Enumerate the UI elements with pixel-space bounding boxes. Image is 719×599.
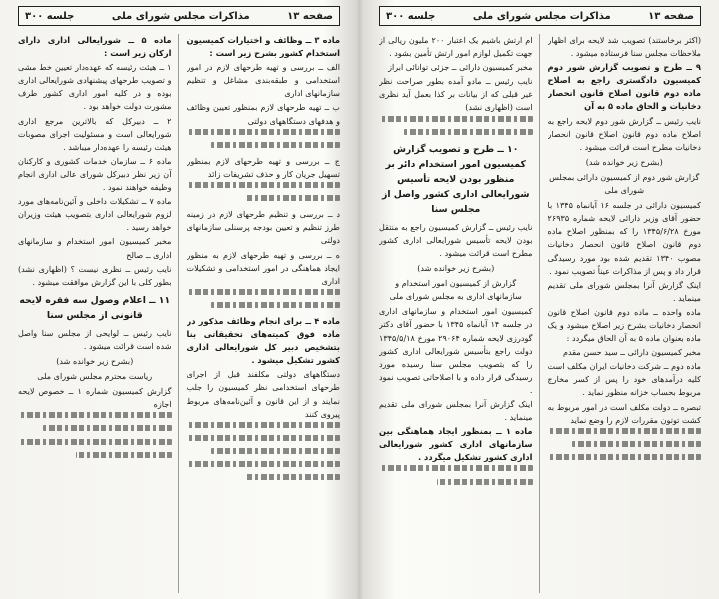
section-heading: ۱۱ ــ اعلام وصول سه فقره لایحه قانونی از مجلس سنا	[19, 294, 171, 321]
paragraph: ۲ ــ دبیرکل که بالاترین مرجع اداری شورایعالی است و مسئولیت اجرای مصوبات هیئت رئیسه را عهده‌دار میباشد .	[18, 115, 172, 152]
right-header-title: مذاکرات مجلس شورای ملی	[472, 10, 611, 22]
right-page-left-column	[379, 34, 540, 593]
reading-note: (بشرح زیر خوانده شد)	[56, 355, 134, 366]
text-lines	[187, 129, 341, 148]
paragraph: ماده واحده ــ ماده دوم قانون اصلاح قانون انحصار دخانیات بشرح زیر اصلاح میشود و یک ماده بعنوان ماده ۵ به آن الحاق میگردد :	[547, 306, 701, 344]
paragraph: گزارش شور دوم از کمیسیون دارائی بمجلس شورای ملی	[549, 171, 700, 196]
left-header-title: مذاکرات مجلس شورای ملی	[111, 10, 250, 22]
right-page-columns	[379, 34, 701, 593]
paragraph: کمیسیون دارائی در جلسه ۱۶ آبانماه ۱۳۴۵ با حضور آقای وزیر دارائی لایحه شماره ۲۶۹۳۵ مورخ ۱۳۴۵/۶/۲۸ را که بمنظور اصلاح ماده دوم قانون اصلاح قانون انحصار دخانیات مصوب ۱۳۴۰ تقدیم شده بود مورد رسیدگی قرار داد و پس از مذاکرات عیناً تصویب نمود .	[547, 200, 701, 276]
text-lines	[187, 422, 341, 480]
left-page	[4, 0, 354, 599]
paragraph: ماده ۴ ــ برای انجام وظائف مذکور در ماده فوق کمیته‌های تحقیقاتی بنا بتشخیص دبیر کل شورایعالی اداری کشور تشکیل میشود .	[186, 315, 340, 366]
paragraph: د ــ بررسی و تنظیم طرحهای لازم در زمینه طرز تنظیم و تعیین بودجه پرسنلی سازمانهای دولتی	[186, 209, 340, 246]
left-page-left-column	[18, 34, 179, 593]
text-lines	[379, 116, 533, 135]
paragraph: ه ــ بررسی و تهیه طرحهای لازم به منظور ایجاد هماهنگی در امور استخدامی و تشکیلات اداری	[186, 249, 340, 286]
paragraph: اینک گزارش آنرا بمجلس شورای ملی تقدیم مینماید .	[547, 279, 701, 303]
paragraph: ماده دوم ــ شرکت دخانیات ایران مکلف است کلیه درآمدهای خود را پس از کسر مخارج مربوط بحساب خزانه منظور نماید .	[547, 361, 701, 398]
paragraph: (اکثر برخاستند) تصویب شد لایحه برای اظهار ملاحظات مجلس سنا فرستاده میشود .	[547, 35, 701, 59]
section-heading: ۱۰ ــ طرح و تصویب گزارش کمیسیون امور استخدام دائر بر منظور بودن لایحه تأسیس شورایعالی اداری کشور واصل از مجلس سنا	[382, 143, 530, 215]
text-lines	[187, 289, 341, 308]
paragraph: مخبر کمیسیون دارائی ــ جزئی توانائی ابراز	[388, 62, 533, 73]
paragraph: ۱ ــ هیئت رئیسه که عهده‌دار تعیین خط مشی و تصویب طرحهای پیشنهادی شورایعالی اداری بوده و در کلیه امور اداری کشور طرف مشورت دولت خواهد بود .	[18, 62, 172, 112]
paragraph: ماده ۶ ــ سازمان خدمات کشوری و کارکنان آن زیر نظر دبیرکل شورای عالی اداری انجام وظیفه خواهند نمود .	[18, 155, 172, 193]
paragraph: گزارش کمیسیون شماره ۱ ــ خصوص لایحه اجازه	[18, 386, 172, 410]
right-page	[365, 0, 715, 599]
paragraph: گزارش از کمیسیون امور استخدام و سازمانهای اداری به مجلس شورای ملی	[389, 278, 522, 302]
paragraph: نایب رئیس ــ نظری نیست ؟ (اظهاری نشد) بطور کلی با این گزارش موافقت میشود .	[18, 263, 172, 287]
left-header-session: جلسه ۳۰۰	[25, 10, 75, 22]
paragraph: ماده ۳ ــ وظائف و اختیارات کمیسیون استخدام کشور بشرح زیر است :	[186, 35, 340, 59]
paragraph: ۹ ــ طرح و تصویب گزارش شور دوم کمیسیون دادگستری راجع به اصلاح ماده دوم قانون اصلاح قانون انحصار دخانیات و الحاق ماده ۵ به آن	[547, 62, 701, 112]
reading-note: (بشرح زیر خوانده شد)	[417, 263, 495, 274]
paragraph: تبصره ــ دولت مکلف است در امور مربوط به کشت توتون مقررات لازم را وضع نماید	[547, 401, 701, 425]
paragraph: ماده ۷ ــ تشکیلات داخلی و آئین‌نامه‌های مورد لزوم شورایعالی اداری بتصویب هیئت وزیران خواهد رسید .	[18, 196, 172, 233]
paragraph: نایب رئیس ــ مادو آمده بطور صراحت نظر غیر قبلی که از بیانات بر کذا بعمل آید نظری است (اظهاری نشد)	[379, 76, 533, 113]
paragraph: مخبر کمیسیون امور استخدام و سازمانهای اداری ــ صالح	[18, 236, 172, 260]
paragraph: دستگاههای دولتی مکلفند قبل از اجرای طرحهای استخدامی نظر کمیسیون را جلب نمایند و از این قانون و آئین‌نامه‌های مربوط پیروی کنند	[186, 369, 340, 419]
left-page-header	[18, 6, 340, 26]
text-lines	[187, 182, 341, 201]
paragraph: ام ارتش باشیم یک اعتبار ۲۰۰ ملیون ریالی از جهت تکمیل لوازم امور ارتش تأمین بشود .	[379, 35, 533, 59]
paragraph: کمیسیون امور استخدام و سازمانهای اداری در جلسه ۱۴ آبانماه ۱۳۴۵ با حضور آقای دکتر گودرزی لایحه شماره ۲۹۰۶۴ مورخ ۱۳۴۵/۵/۱۸ دولت راجع بتأسیس شورایعالی اداری کشور را که بتصویب مجلس سنا رسیده مورد رسیدگی قرار داده و با اصلاحاتی تصویب نمود .	[379, 306, 533, 395]
right-page-right-column	[548, 34, 702, 593]
left-page-right-column	[187, 34, 341, 593]
right-page-header	[379, 6, 701, 26]
paragraph: نایب رئیس ــ لوایحی از مجلس سنا واصل شده است قرائت میشود .	[18, 327, 172, 351]
right-header-session: جلسه ۳۰۰	[386, 10, 436, 22]
paragraph: ریاست محترم مجلس شورای ملی	[37, 371, 153, 382]
paragraph: ج ــ بررسی و تهیه طرحهای لازم بمنظور تسهیل جریان کار و حذف تشریفات زائد	[186, 155, 340, 179]
paragraph: نایب رئیس ــ گزارش شور دوم لایحه راجع به اصلاح ماده دوم قانون اصلاح قانون انحصار دخانیات مطرح است قرائت میشود .	[547, 115, 701, 152]
left-page-columns	[18, 34, 340, 593]
paragraph: ماده ۱ ــ بمنظور ایجاد هماهنگی بین سازمانهای اداری کشور شورایعالی اداری کشور تشکیل میگردد .	[379, 426, 533, 463]
paragraph: نایب رئیس ــ گزارش کمیسیون راجع به منتقل بودن لایحه تأسیس شورایعالی اداری کشور مطرح است قرائت میشود .	[379, 221, 533, 258]
paragraph: ماده ۵ ــ شورایعالی اداری دارای ارکان زیر است :	[18, 35, 172, 59]
paragraph: اینک گزارش آنرا بمجلس شورای ملی تقدیم مینماید .	[379, 398, 533, 423]
paragraph: الف ــ بررسی و تهیه طرحهای لازم در امور استخدامی و طبقه‌بندی مشاغل و تنظیم سازمانهای اداری	[186, 62, 340, 99]
reading-note: (بشرح زیر خوانده شد)	[585, 156, 663, 167]
left-header-page-ref: صفحه ۱۳	[287, 10, 333, 22]
text-lines	[18, 412, 172, 457]
text-lines	[379, 465, 533, 484]
paragraph: ب ــ تهیه طرحهای لازم بمنظور تعیین وظائف و هدفهای دستگاههای دولتی	[186, 102, 340, 126]
text-lines	[548, 428, 702, 460]
paragraph: مخبر کمیسیون دارائی ــ سید حسن مقدم	[563, 347, 701, 358]
right-header-page-ref: صفحه ۱۳	[648, 10, 694, 22]
